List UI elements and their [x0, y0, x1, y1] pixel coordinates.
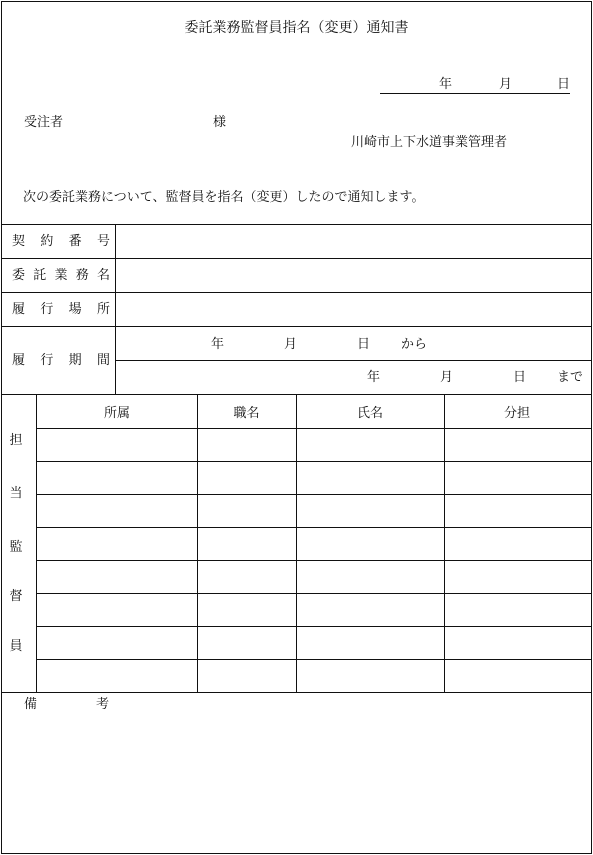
- supervisor-cell[interactable]: [37, 462, 197, 493]
- supervisor-cell[interactable]: [297, 528, 444, 559]
- period-from-month: 月: [284, 337, 298, 352]
- supervisor-cell[interactable]: [445, 429, 590, 460]
- supervisor-cell[interactable]: [37, 594, 197, 625]
- supervisor-cell[interactable]: [37, 627, 197, 658]
- remarks-top-border: [2, 692, 591, 693]
- period-label: 履 行 期 間: [12, 353, 110, 368]
- header-duty: 分担: [503, 406, 530, 421]
- supervisor-cell[interactable]: [37, 528, 197, 559]
- supervisor-cell[interactable]: [297, 561, 444, 592]
- date-month-label: 月: [499, 77, 513, 92]
- contract-number-field[interactable]: [117, 226, 590, 257]
- supervisor-cell[interactable]: [37, 561, 197, 592]
- period-to-suffix: まで: [557, 370, 584, 385]
- location-field[interactable]: [117, 294, 590, 325]
- notice-text: 次の委託業務について、監督員を指名（変更）したので通知します。: [23, 190, 425, 205]
- row-divider-1: [2, 258, 591, 259]
- supervisor-cell[interactable]: [198, 528, 296, 559]
- header-position: 職名: [233, 406, 260, 421]
- header-affiliation: 所属: [103, 406, 130, 421]
- supervisor-cell[interactable]: [445, 528, 590, 559]
- period-divider: [116, 360, 591, 361]
- supervisor-cell[interactable]: [445, 462, 590, 493]
- supervisor-cell[interactable]: [198, 462, 296, 493]
- supervisor-cell[interactable]: [445, 627, 590, 658]
- supervisor-cell[interactable]: [37, 429, 197, 460]
- issuer-name: 川崎市上下水道事業管理者: [351, 135, 508, 150]
- period-to-day: 日: [513, 370, 527, 385]
- recipient-honorific: 様: [213, 115, 227, 130]
- table-top-border: [2, 224, 591, 225]
- supervisor-cell[interactable]: [297, 627, 444, 658]
- row-divider-2: [2, 292, 591, 293]
- row-divider-3: [2, 326, 591, 327]
- remarks-label-char: 備: [24, 697, 38, 712]
- supervisor-cell[interactable]: [37, 660, 197, 691]
- recipient-label: 受注者: [24, 115, 64, 130]
- period-to-month: 月: [440, 370, 454, 385]
- business-name-label: 委 託 業 務 名: [12, 268, 110, 283]
- side-label-char: 督: [9, 589, 23, 604]
- supervisor-cell[interactable]: [297, 594, 444, 625]
- supervisor-cell[interactable]: [445, 495, 590, 526]
- remarks-field[interactable]: [3, 716, 590, 852]
- date-day-label: 日: [557, 77, 571, 92]
- supervisor-cell[interactable]: [445, 594, 590, 625]
- supervisor-cell[interactable]: [297, 462, 444, 493]
- side-label-char: 担: [9, 433, 23, 448]
- date-year-label: 年: [439, 77, 453, 92]
- supervisor-cell[interactable]: [445, 561, 590, 592]
- period-from-suffix: から: [401, 337, 428, 352]
- side-label-char: 当: [9, 486, 23, 501]
- supervisor-cell[interactable]: [297, 429, 444, 460]
- period-from-day: 日: [357, 337, 371, 352]
- supervisor-cell[interactable]: [297, 495, 444, 526]
- supervisor-cell[interactable]: [198, 495, 296, 526]
- form-title: 委託業務監督員指名（変更）通知書: [184, 20, 409, 36]
- supervisor-cell[interactable]: [198, 627, 296, 658]
- supervisor-cell[interactable]: [37, 495, 197, 526]
- side-label-char: 員: [9, 639, 23, 654]
- side-label-char: 監: [9, 540, 23, 555]
- business-name-field[interactable]: [117, 260, 590, 291]
- supervisor-cell[interactable]: [198, 594, 296, 625]
- supervisor-cell[interactable]: [297, 660, 444, 691]
- label-column-border: [115, 224, 116, 394]
- period-from-year: 年: [211, 337, 225, 352]
- period-to-year: 年: [367, 370, 381, 385]
- supervisor-cell[interactable]: [445, 660, 590, 691]
- remarks-label-char: 考: [96, 697, 110, 712]
- supervisor-cell[interactable]: [198, 429, 296, 460]
- supervisor-cell[interactable]: [198, 660, 296, 691]
- contract-number-label: 契 約 番 号: [12, 234, 110, 249]
- supervisor-cell[interactable]: [198, 561, 296, 592]
- header-name: 氏名: [356, 406, 383, 421]
- date-underline: [380, 93, 570, 94]
- location-label: 履 行 場 所: [12, 302, 110, 317]
